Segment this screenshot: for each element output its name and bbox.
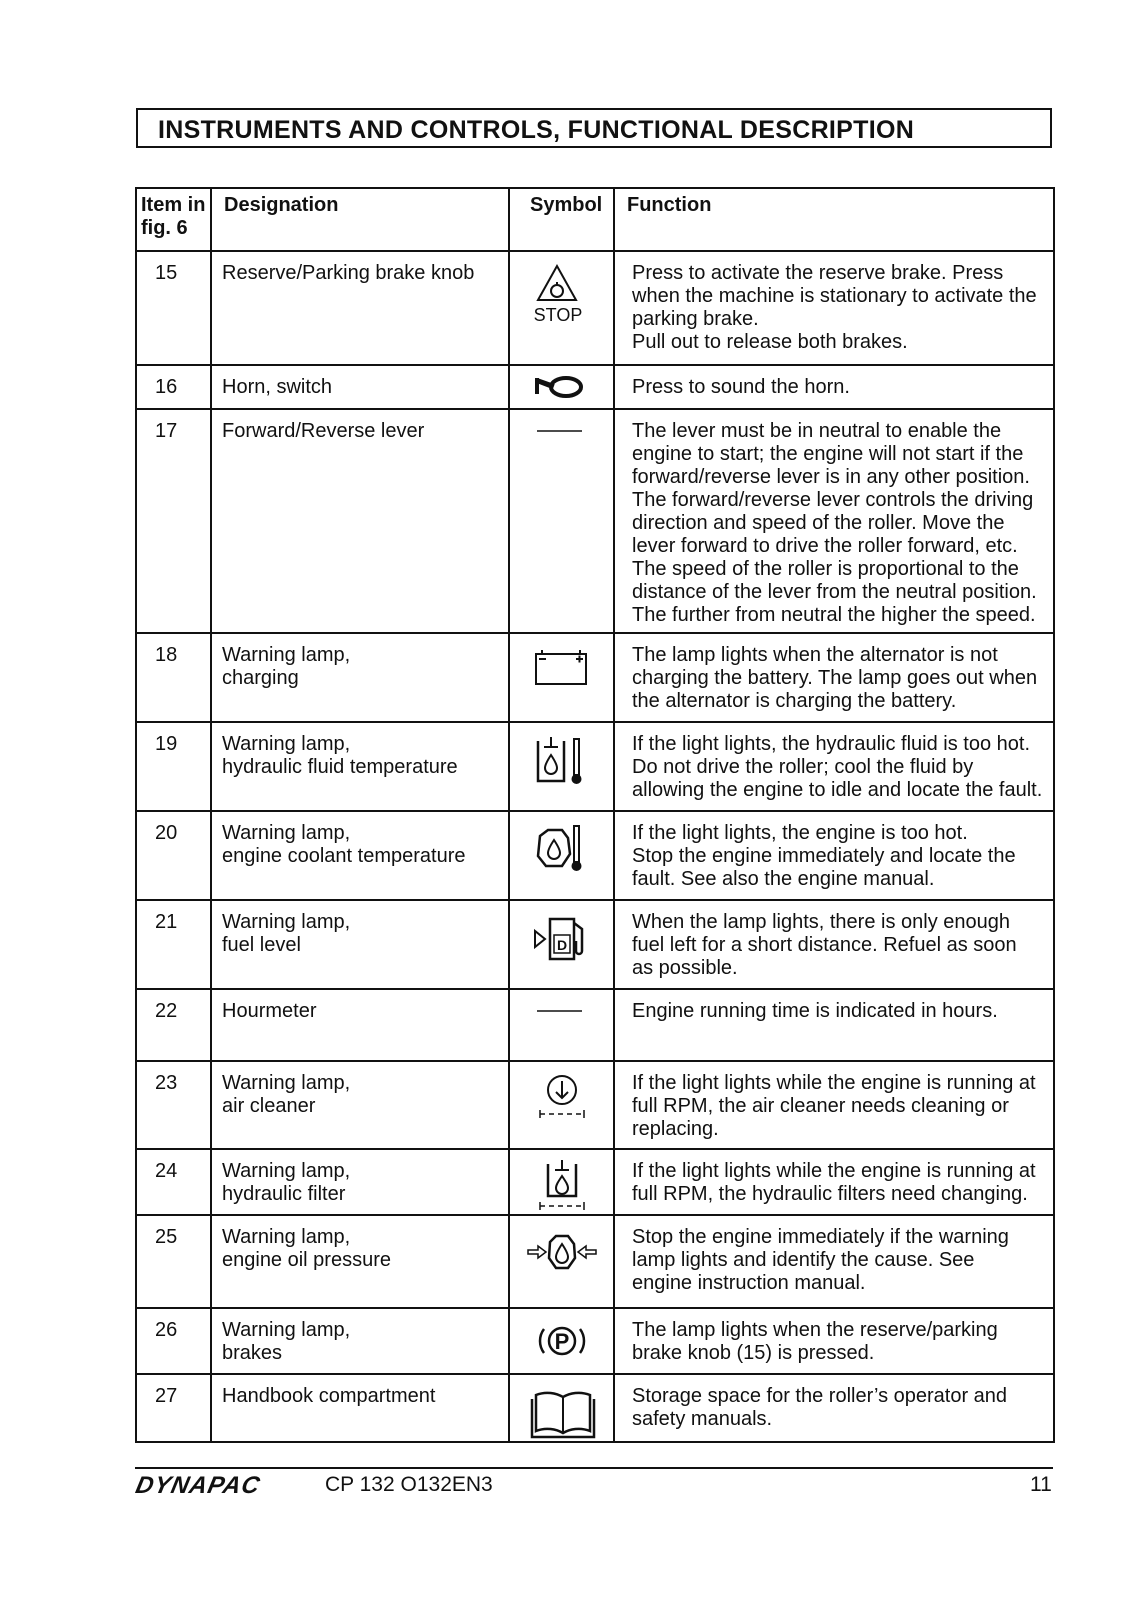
function-line: If the light lights while the engine is running at [632, 1072, 1036, 1094]
designation-line: engine coolant temperature [222, 845, 466, 867]
function-description [614, 251, 1054, 365]
function-description [614, 989, 1054, 1061]
function-line: Stop the engine immediately if the warning [632, 1226, 1009, 1248]
designation [211, 409, 509, 633]
function-line: Storage space for the roller’s operator and [632, 1385, 1008, 1407]
function-line: as possible. [632, 957, 738, 979]
header-item: Item in fig. 6 [136, 188, 211, 251]
function-description [614, 409, 1054, 633]
function-line: If the light lights, the engine is too hot. [632, 822, 968, 844]
book-icon [510, 1375, 615, 1441]
function-description [614, 900, 1054, 989]
function-line: Engine running time is indicated in hours. [632, 1000, 998, 1022]
table-row [136, 722, 1054, 811]
table-row [136, 633, 1054, 722]
symbol-cell [509, 811, 614, 900]
designation-line: Horn, switch [222, 376, 333, 398]
function-line: safety manuals. [632, 1408, 773, 1430]
brand-logo: DYNAPAC [133, 1472, 263, 1499]
designation [211, 365, 509, 409]
function-line: The speed of the roller is proportional to the [632, 558, 1019, 580]
item-number: 18 [136, 633, 211, 722]
item-number: 20 [136, 811, 211, 900]
table-row [136, 1374, 1054, 1442]
function-line: Do not drive the roller; cool the fluid by [632, 756, 974, 778]
symbol-cell [509, 900, 614, 989]
designation-line: Warning lamp, [222, 1072, 351, 1094]
designation-line: Warning lamp, [222, 733, 351, 755]
function-line: If the light lights while the engine is running at [632, 1160, 1036, 1182]
designation-line: hydraulic filter [222, 1183, 346, 1205]
battery-icon [510, 634, 615, 694]
function-description [614, 722, 1054, 811]
function-line: parking brake. [632, 308, 759, 330]
symbol-cell [509, 365, 614, 409]
function-line: engine to start; the engine will not start if the [632, 443, 1024, 465]
symbol-cell [509, 989, 614, 1061]
item-number: 17 [136, 409, 211, 633]
table-row [136, 1215, 1054, 1308]
designation-line: air cleaner [222, 1095, 316, 1117]
svg-text:STOP: STOP [533, 305, 583, 325]
function-line: direction and speed of the roller. Move the [632, 512, 1005, 534]
header-function: Function [614, 188, 1054, 251]
svg-text:D: D [556, 937, 568, 953]
function-description [614, 1149, 1054, 1215]
function-line: allowing the engine to idle and locate the fault. [632, 779, 1043, 801]
air-cleaner-icon [510, 1062, 615, 1132]
function-line: Press to sound the horn. [632, 376, 850, 398]
symbol-cell [509, 1149, 614, 1215]
table-row [136, 811, 1054, 900]
function-line: lamp lights and identify the cause. See [632, 1249, 975, 1271]
function-line: The forward/reverse lever controls the driving [632, 489, 1034, 511]
symbol-cell [509, 1374, 614, 1442]
dash-symbol [510, 990, 615, 1020]
function-line: the alternator is charging the battery. [632, 690, 957, 712]
designation-line: fuel level [222, 934, 301, 956]
function-line: The lamp lights when the alternator is not [632, 644, 998, 666]
table-row [136, 251, 1054, 365]
designation-line: brakes [222, 1342, 283, 1364]
function-description [614, 811, 1054, 900]
function-line: Press to activate the reserve brake. Press [632, 262, 1004, 284]
designation [211, 1308, 509, 1374]
function-line: fuel left for a short distance. Refuel as soon [632, 934, 1017, 956]
oil-pressure-icon [510, 1216, 615, 1286]
function-line: full RPM, the hydraulic filters need changing. [632, 1183, 1028, 1205]
designation-line: Hourmeter [222, 1000, 317, 1022]
function-line: charging the battery. The lamp goes out when [632, 667, 1038, 689]
symbol-cell [509, 409, 614, 633]
item-number: 25 [136, 1215, 211, 1308]
designation [211, 900, 509, 989]
stop-triangle-icon [510, 252, 615, 332]
function-line: distance of the lever from the neutral position. [632, 581, 1037, 603]
function-description [614, 633, 1054, 722]
table-row [136, 365, 1054, 409]
function-line: lever forward to drive the roller forward, etc. [632, 535, 1018, 557]
designation-line: Warning lamp, [222, 644, 351, 666]
designation [211, 1061, 509, 1149]
function-line: Pull out to release both brakes. [632, 331, 908, 353]
symbol-cell [509, 1308, 614, 1374]
designation-line: Warning lamp, [222, 1319, 351, 1341]
parking-brake-icon [510, 1309, 615, 1375]
item-number: 26 [136, 1308, 211, 1374]
designation-line: Warning lamp, [222, 822, 351, 844]
function-line: full RPM, the air cleaner needs cleaning or [632, 1095, 1009, 1117]
item-number: 15 [136, 251, 211, 365]
symbol-cell [509, 633, 614, 722]
function-line: when the machine is stationary to activate the [632, 285, 1037, 307]
designation-line: Warning lamp, [222, 1226, 351, 1248]
designation [211, 633, 509, 722]
table-row [136, 409, 1054, 633]
function-line: forward/reverse lever is in any other position. [632, 466, 1030, 488]
function-line: If the light lights, the hydraulic fluid is too hot. [632, 733, 1030, 755]
function-description [614, 1308, 1054, 1374]
function-line: The lamp lights when the reserve/parking [632, 1319, 998, 1341]
table-row [136, 1061, 1054, 1149]
function-description [614, 1061, 1054, 1149]
designation-line: Forward/Reverse lever [222, 420, 425, 442]
designation-line: engine oil pressure [222, 1249, 391, 1271]
designation-line: hydraulic fluid temperature [222, 756, 458, 778]
table-header-row [136, 188, 1054, 251]
function-description [614, 1215, 1054, 1308]
page-title-box [136, 108, 1052, 148]
header-designation: Designation [211, 188, 509, 251]
table-row [136, 1308, 1054, 1374]
designation [211, 722, 509, 811]
function-line: engine instruction manual. [632, 1272, 866, 1294]
symbol-cell [509, 1061, 614, 1149]
horn-icon [510, 366, 615, 410]
function-line: brake knob (15) is pressed. [632, 1342, 875, 1364]
item-number: 24 [136, 1149, 211, 1215]
coolant-temp-icon [510, 812, 615, 882]
fuel-pump-icon [510, 901, 615, 971]
symbol-cell [509, 722, 614, 811]
function-line: replacing. [632, 1118, 719, 1140]
page-title: INSTRUMENTS AND CONTROLS, FUNCTIONAL DESCRIPTION [158, 116, 915, 144]
dash-symbol [510, 410, 615, 440]
svg-text:P: P [554, 1329, 570, 1354]
designation [211, 1215, 509, 1308]
designation [211, 1149, 509, 1215]
hydraulic-temp-icon [510, 723, 615, 793]
item-number: 22 [136, 989, 211, 1061]
page-number: 11 [1030, 1473, 1052, 1496]
function-description [614, 1374, 1054, 1442]
item-number: 23 [136, 1061, 211, 1149]
item-number: 16 [136, 365, 211, 409]
designation [211, 251, 509, 365]
function-line: The further from neutral the higher the speed. [632, 604, 1036, 626]
item-number: 21 [136, 900, 211, 989]
symbol-cell [509, 1215, 614, 1308]
function-line: The lever must be in neutral to enable the [632, 420, 1002, 442]
footer-rule [135, 1467, 1053, 1469]
item-number: 19 [136, 722, 211, 811]
designation-line: Warning lamp, [222, 911, 351, 933]
designation-line: charging [222, 667, 299, 689]
designation [211, 1374, 509, 1442]
designation-line: Handbook compartment [222, 1385, 436, 1407]
function-line: fault. See also the engine manual. [632, 868, 935, 890]
symbol-cell [509, 251, 614, 365]
header-symbol: Symbol [509, 188, 614, 251]
designation [211, 811, 509, 900]
hydraulic-filter-icon [510, 1150, 615, 1216]
designation [211, 989, 509, 1061]
item-number: 27 [136, 1374, 211, 1442]
function-line: When the lamp lights, there is only enough [632, 911, 1010, 933]
designation-line: Warning lamp, [222, 1160, 351, 1182]
function-description [614, 365, 1054, 409]
function-line: Stop the engine immediately and locate the [632, 845, 1016, 867]
designation-line: Reserve/Parking brake knob [222, 262, 475, 284]
controls-table [135, 187, 1055, 1443]
table-row [136, 1149, 1054, 1215]
document-code: CP 132 O132EN3 [325, 1473, 493, 1496]
table-row [136, 900, 1054, 989]
table-row [136, 989, 1054, 1061]
